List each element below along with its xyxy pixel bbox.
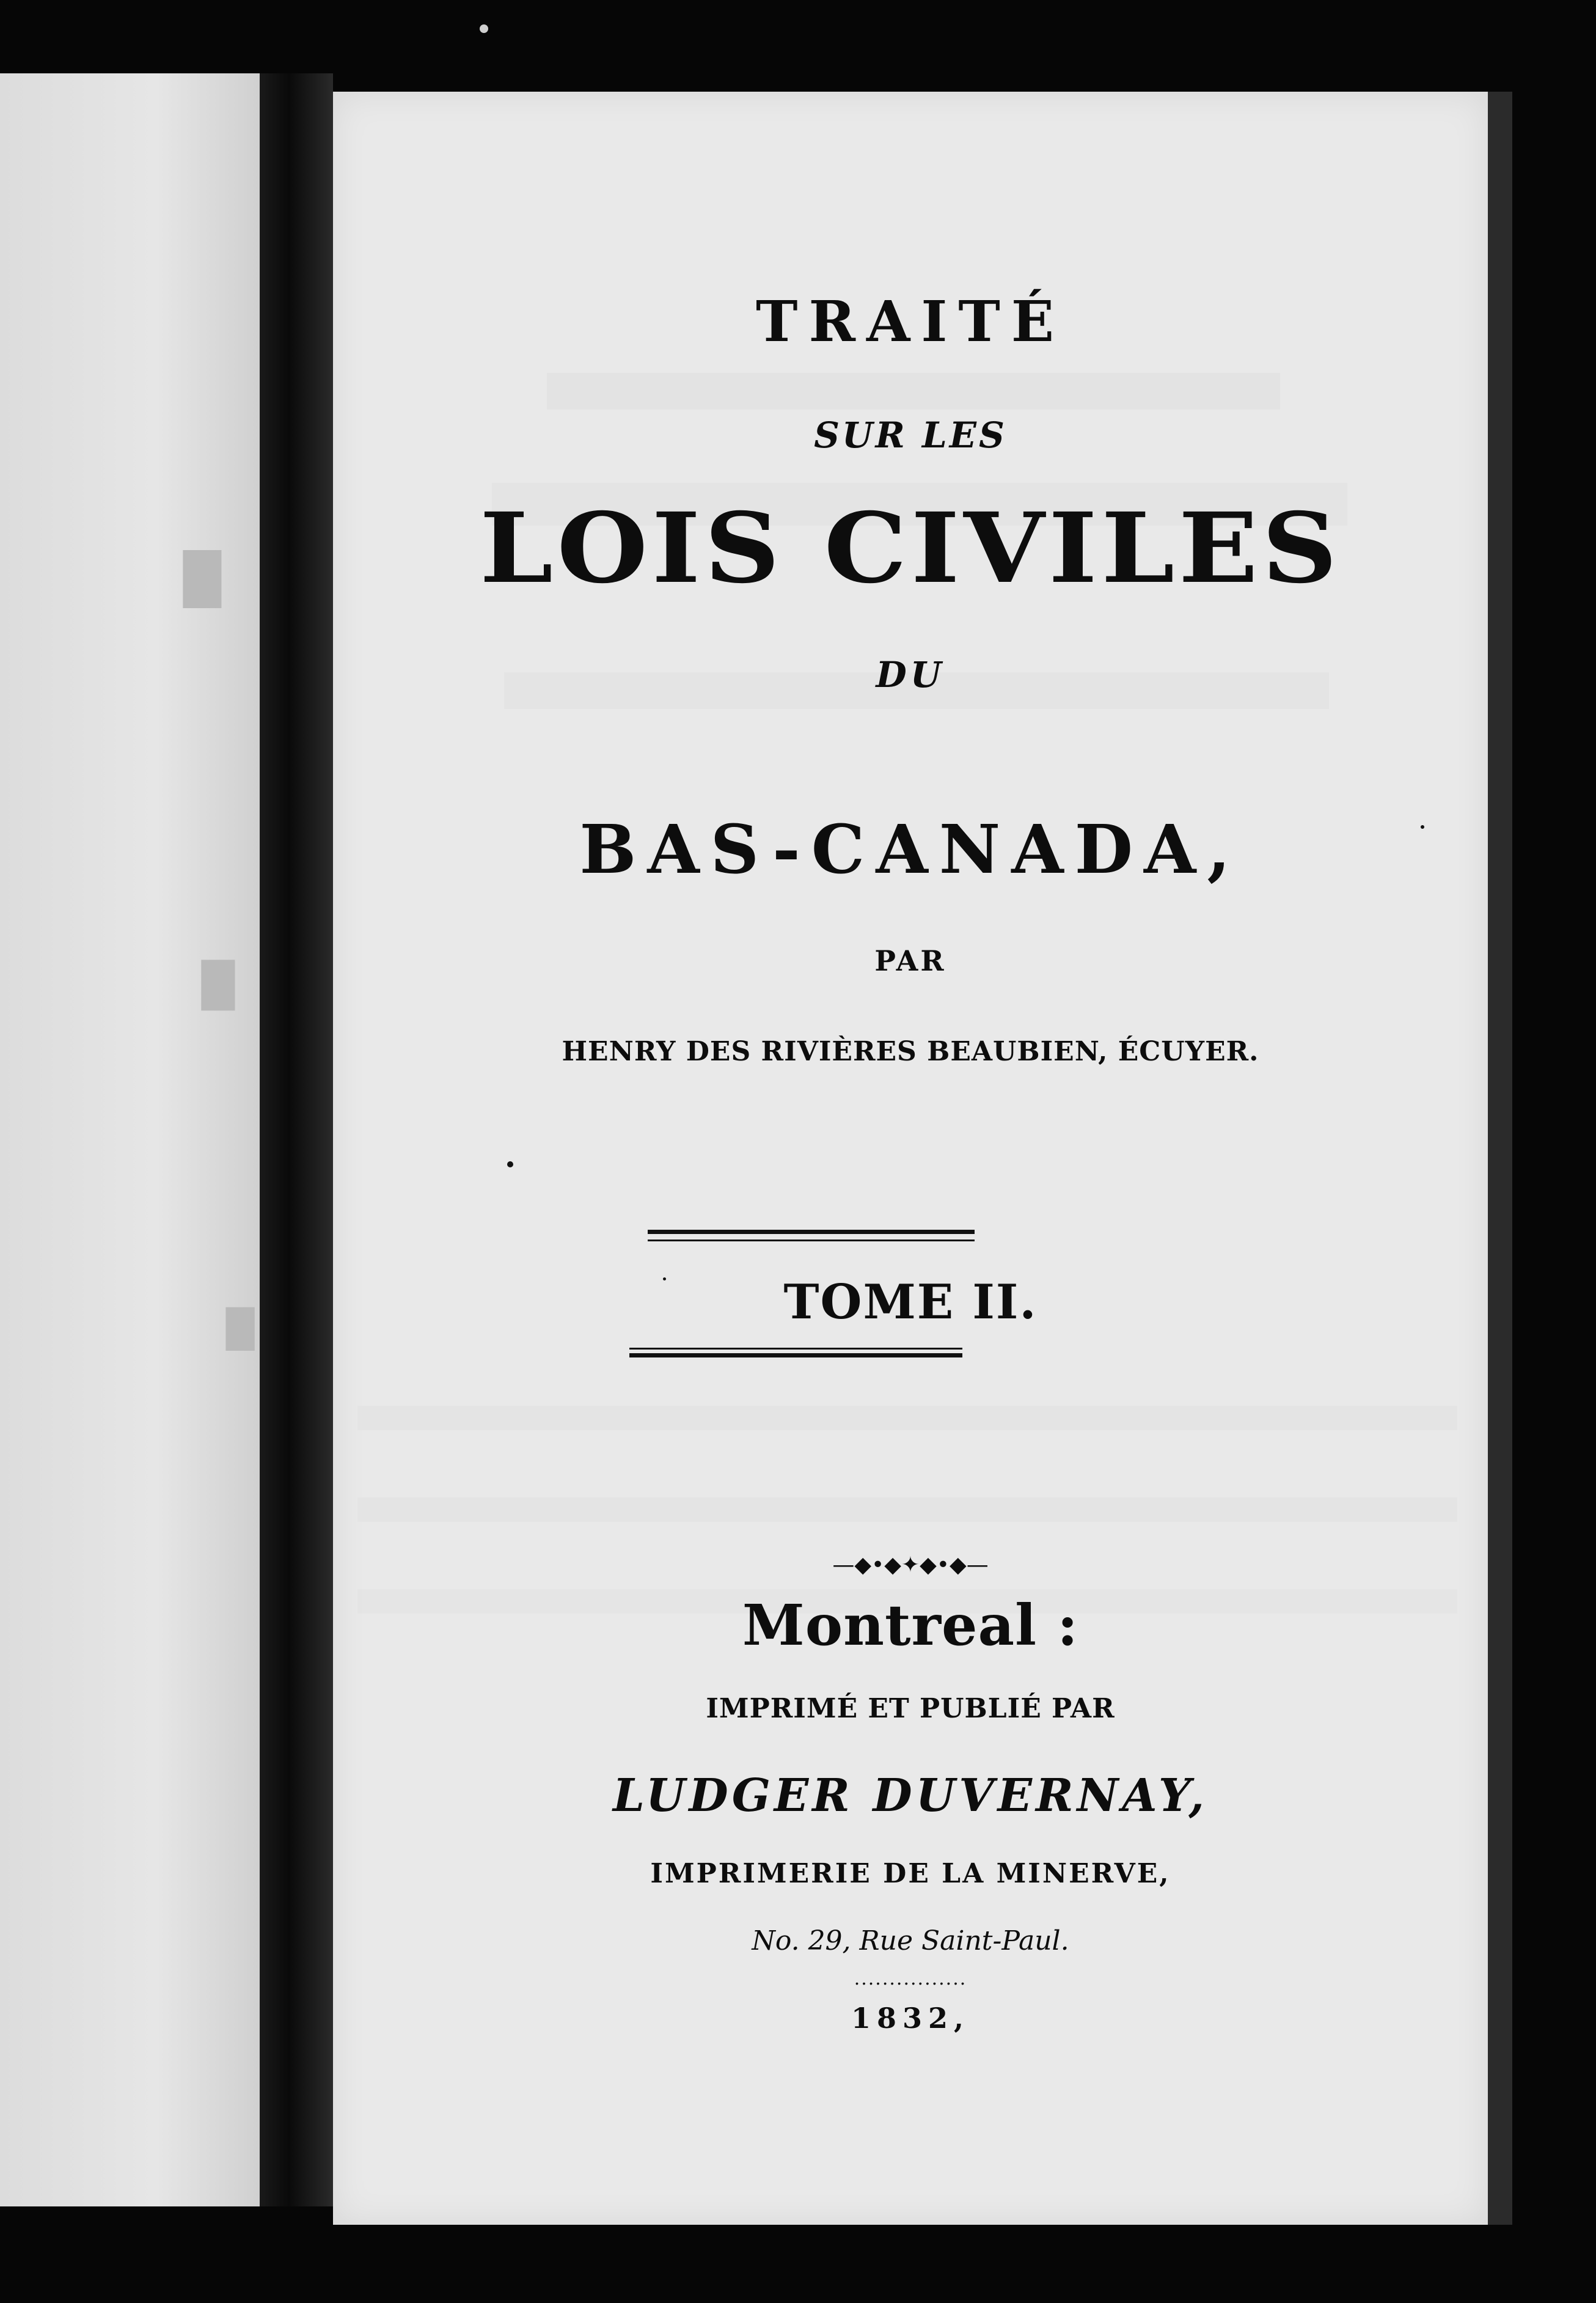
bleed-through [357,1406,1457,1430]
bleed-through [357,1497,1457,1522]
press-name: IMPRIMERIE DE LA MINERVE, [650,1858,1171,1889]
rule-top-thick [648,1230,975,1234]
imprint-line: IMPRIMÉ ET PUBLIÉ PAR [706,1693,1115,1724]
rule-top-thin [648,1240,975,1241]
bleed-through [547,373,1280,410]
ink-speck [507,1161,513,1167]
book-gutter [260,73,333,2206]
printer-name: LUDGER DUVERNAY, [613,1769,1208,1822]
author-name: HENRY DES RIVIÈRES BEAUBIEN, ÉCUYER. [562,1036,1259,1067]
title-line-traite: TRAITÉ [756,288,1065,354]
left-page-ghost-mark: █ [226,1308,255,1351]
volume-label: TOME II. [783,1274,1038,1330]
left-page-ghost-mark: █ [183,550,221,608]
ink-speck [1421,825,1424,829]
title-line-bas-canada: BAS-CANADA, [579,810,1242,889]
publication-year: 1832, [851,2002,970,2035]
press-address: No. 29, Rue Saint-Paul. [752,1925,1069,1956]
left-page-ghost-mark: █ [202,960,235,1010]
byline-par: PAR [874,944,946,977]
rule-bottom-thick [629,1353,962,1357]
publication-city: Montreal : [742,1592,1079,1658]
title-line-sur-les: SUR LES [814,414,1007,456]
rule-bottom-thin [629,1348,962,1350]
ornament-divider: —◆•◆✦◆•◆— [832,1552,989,1578]
dotted-rule: ................ [854,1968,967,1989]
title-page [333,92,1488,2225]
title-line-lois-civiles: LOIS CIVILES [480,492,1341,605]
left-page [0,73,260,2206]
page-edge [1488,92,1512,2225]
title-line-du: DU [876,654,945,696]
ink-speck [663,1277,666,1280]
ink-speck [480,24,488,33]
